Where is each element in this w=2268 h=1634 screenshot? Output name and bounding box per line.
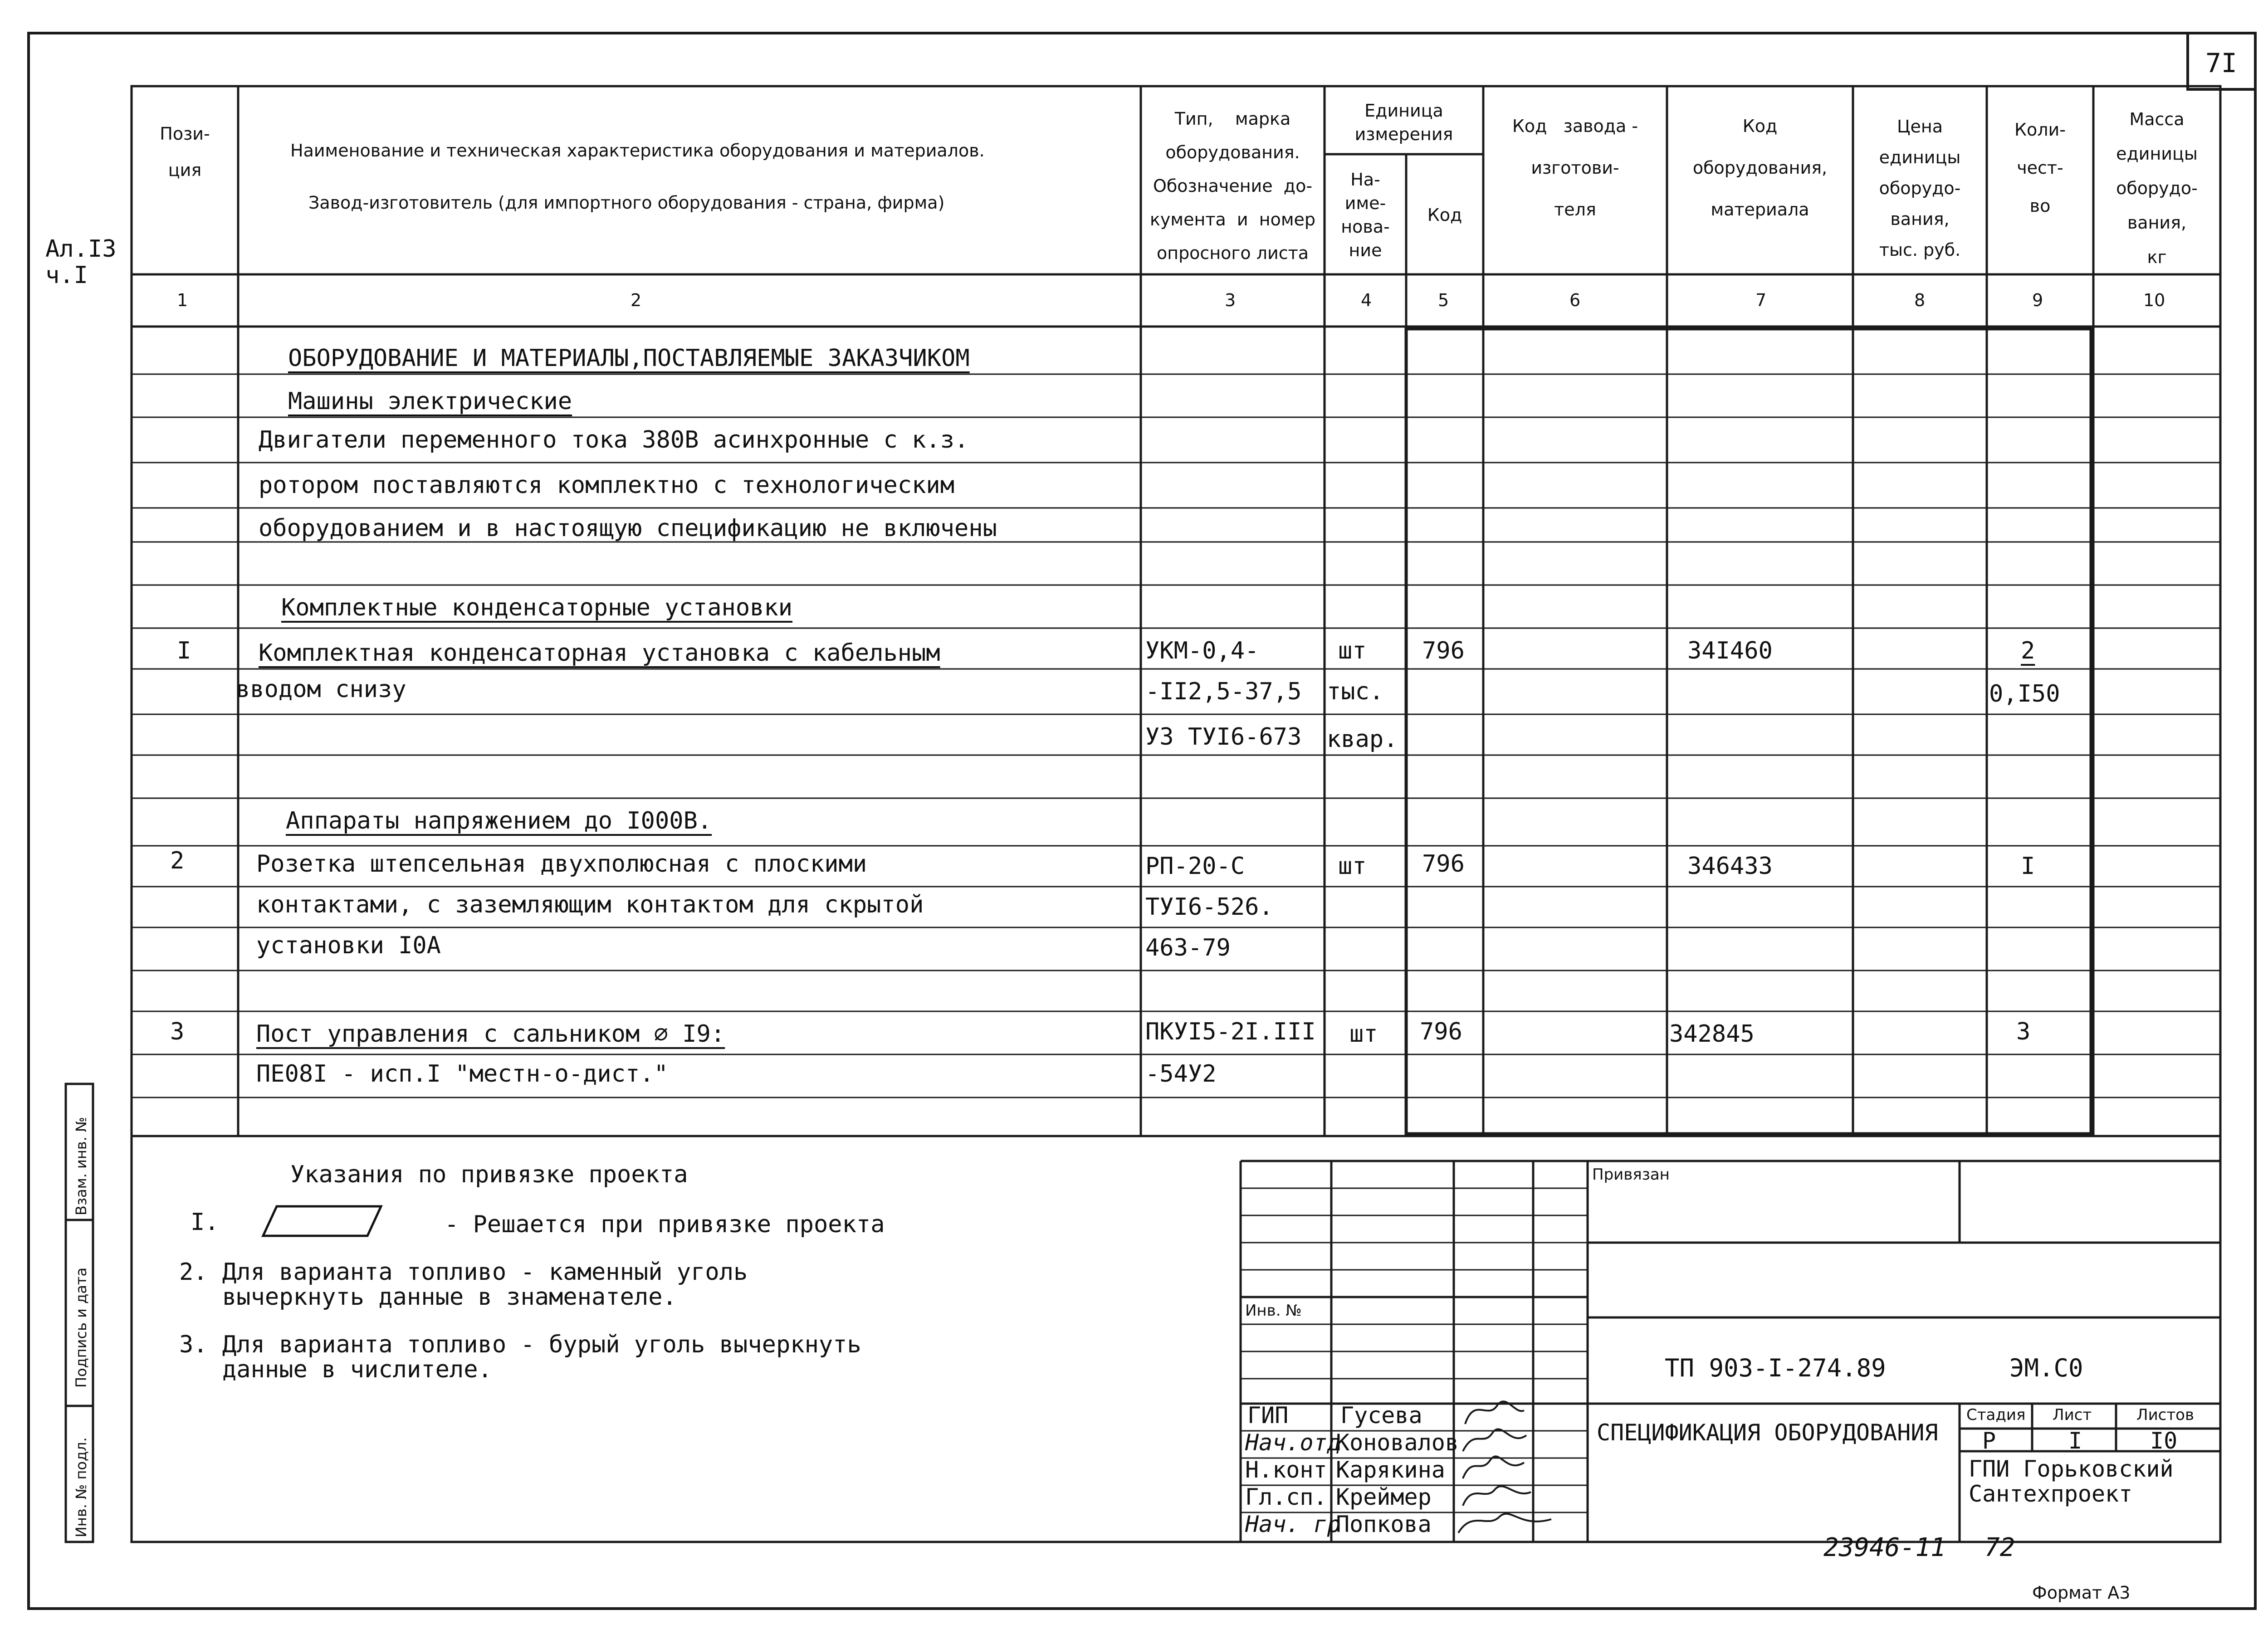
column-number: 1 — [177, 290, 188, 310]
stamp-role: Н.конт — [1245, 1457, 1327, 1483]
table-row: оборудованием и в настоящую спецификацию не включены — [259, 515, 997, 542]
side-strip-signature-date: Подпись и дата — [73, 1267, 90, 1388]
row-name: установки I0А — [256, 932, 441, 959]
header-equipment-code: Код оборудования, материала — [1692, 116, 1828, 219]
header-unit-group: Единица измерения — [1354, 101, 1453, 144]
header-price: Цена единицы оборудо- вания, тыс. руб. — [1879, 117, 1961, 260]
header-quantity: Коли- чест- во — [2014, 120, 2066, 216]
row-position: 2 — [170, 847, 185, 874]
side-label: Ал.I3 ч.I — [45, 235, 117, 289]
column-number: 9 — [2032, 290, 2043, 310]
row-unit: шт — [1338, 637, 1367, 664]
row-quantity: I — [2021, 853, 2035, 880]
row-type: 463-79 — [1145, 934, 1231, 961]
note-1-text: - Решается при привязке проекта — [445, 1211, 885, 1238]
row-unit-code: 796 — [1422, 637, 1465, 664]
row-quantity: 0,I50 — [1989, 680, 2060, 707]
page-number: 7I — [2205, 48, 2237, 78]
note-2-number: 2. — [179, 1258, 208, 1286]
header-unit-code: Код — [1427, 205, 1462, 225]
row-quantity: 2 — [2021, 637, 2035, 664]
stamp-person: Коновалов — [1336, 1429, 1459, 1456]
header-name-line1: Наименование и техническая характеристика оборудования и материалов. — [290, 141, 985, 161]
header-mass: Масса единицы оборудо- вания, кг — [2116, 109, 2198, 267]
note-3-number: 3. — [179, 1331, 208, 1358]
row-type: РП-20-С — [1145, 853, 1245, 880]
stamp-role: Нач. гр — [1245, 1511, 1341, 1537]
row-unit: тыс. — [1327, 678, 1384, 705]
stamp-role: ГИП — [1247, 1402, 1289, 1429]
note-2-line2: вычеркнуть данные в знаменателе. — [222, 1283, 677, 1311]
row-unit: квар. — [1327, 726, 1398, 753]
stamp-role: Нач.отд — [1245, 1429, 1341, 1456]
row-unit: шт — [1338, 853, 1367, 880]
row-position: I — [177, 637, 191, 664]
side-strip-original-inv: Инв. № подл. — [73, 1437, 90, 1537]
row-name: вводом снизу — [236, 676, 406, 703]
header-unit-name: На- име- нова- ние — [1341, 170, 1390, 260]
row-equipment-code: 346433 — [1687, 853, 1773, 880]
stamp-sheets-label: Листов — [2136, 1406, 2195, 1424]
notes-title: Указания по привязке проекта — [290, 1161, 688, 1188]
format-label: Формат А3 — [2032, 1583, 2131, 1603]
column-number: 5 — [1438, 290, 1449, 310]
stamp-sheets: I0 — [2150, 1428, 2178, 1454]
row-unit-code: 796 — [1422, 850, 1465, 878]
row-unit-code: 796 — [1420, 1018, 1462, 1045]
section-subtitle: Аппараты напряжением до I000В. — [286, 807, 712, 834]
column-number: 6 — [1569, 290, 1581, 310]
row-type: У3 ТУI6-673 — [1145, 723, 1302, 751]
row-type: -54У2 — [1145, 1060, 1217, 1088]
row-equipment-code: 34I460 — [1687, 637, 1773, 664]
section-title: ОБОРУДОВАНИЕ И МАТЕРИАЛЫ,ПОСТАВЛЯЕМЫЕ ЗАКАЗЧИКОМ — [288, 345, 970, 372]
stamp-sheet-label: Лист — [2053, 1406, 2092, 1424]
column-number: 4 — [1361, 290, 1372, 310]
stamp-doc-code: ТП 903-I-274.89 — [1665, 1354, 1886, 1382]
stamp-stage: Р — [1982, 1428, 1996, 1454]
column-number: 8 — [1914, 290, 1926, 310]
row-name: Пост управления с сальником ∅ I9: — [256, 1020, 725, 1048]
header-manufacturer-code: Код завода - изготови- теля — [1512, 116, 1638, 219]
row-name: ПЕ08I - исп.I "местн-о-дист." — [256, 1060, 668, 1088]
row-type: ТУI6-526. — [1145, 893, 1273, 921]
row-name: Комплектная конденсаторная установка с кабельным — [259, 639, 940, 667]
column-number: 7 — [1755, 290, 1767, 310]
row-type: УКМ-0,4- — [1145, 637, 1259, 664]
header-type: Тип, марка оборудования. Обозначение до- кумента и номер опросного листа — [1149, 109, 1316, 263]
stamp-inv-no: Инв. № — [1245, 1302, 1302, 1320]
row-position: 3 — [170, 1018, 185, 1045]
stamp-person: Карякина — [1336, 1457, 1445, 1483]
column-number: 2 — [631, 290, 642, 310]
section-subtitle: Машины электрические — [288, 388, 572, 415]
header-position: Пози- ция — [160, 124, 210, 180]
stamp-person: Попкова — [1336, 1511, 1432, 1537]
stamp-person: Гусева — [1340, 1402, 1422, 1429]
table-row: ротором поставляются комплектно с технологическим — [259, 472, 955, 499]
bottom-number-2: 72 — [1984, 1533, 2015, 1562]
stamp-title: СПЕЦИФИКАЦИЯ ОБОРУДОВАНИЯ — [1597, 1419, 1938, 1446]
row-name: контактами, с заземляющим контактом для скрытой — [256, 891, 924, 918]
row-equipment-code: 342845 — [1669, 1020, 1755, 1048]
stamp-org-line1: ГПИ Горьковский — [1969, 1456, 2174, 1482]
row-name: Розетка штепсельная двухполюсная с плоскими — [256, 850, 867, 878]
bottom-archive-number: 23946-11 — [1823, 1533, 1946, 1562]
stamp-stage-label: Стадия — [1966, 1406, 2026, 1424]
row-quantity: 3 — [2016, 1018, 2031, 1045]
stamp-org-line2: Сантехпроект — [1969, 1481, 2133, 1507]
row-type: -II2,5-37,5 — [1145, 678, 1302, 705]
column-number: 10 — [2143, 290, 2165, 310]
row-unit: шт — [1349, 1020, 1378, 1048]
stamp-person: Креймер — [1336, 1484, 1432, 1510]
stamp-role: Гл.сп. — [1245, 1484, 1327, 1510]
header-name-line2: Завод-изготовитель (для импортного оборудования - страна, фирма) — [308, 193, 945, 213]
column-number: 3 — [1225, 290, 1236, 310]
stamp-privyazan: Привязан — [1592, 1166, 1670, 1184]
stamp-sheet: I — [2068, 1428, 2082, 1454]
row-type: ПКУI5-2I.III — [1145, 1018, 1316, 1045]
note-3-line2: данные в числителе. — [222, 1356, 492, 1383]
side-strip-replace-inv: Взам. инв. № — [73, 1117, 90, 1215]
note-1-number: I. — [191, 1209, 219, 1236]
table-row: Двигатели переменного тока 380В асинхронные с к.з. — [259, 426, 969, 454]
note-3-line1: Для варианта топливо - бурый уголь вычеркнуть — [222, 1331, 861, 1358]
section-subtitle: Комплектные конденсаторные установки — [281, 594, 793, 621]
note-2-line1: Для варианта топливо - каменный уголь — [222, 1258, 748, 1286]
stamp-doc-suffix: ЭМ.С0 — [2009, 1354, 2083, 1382]
